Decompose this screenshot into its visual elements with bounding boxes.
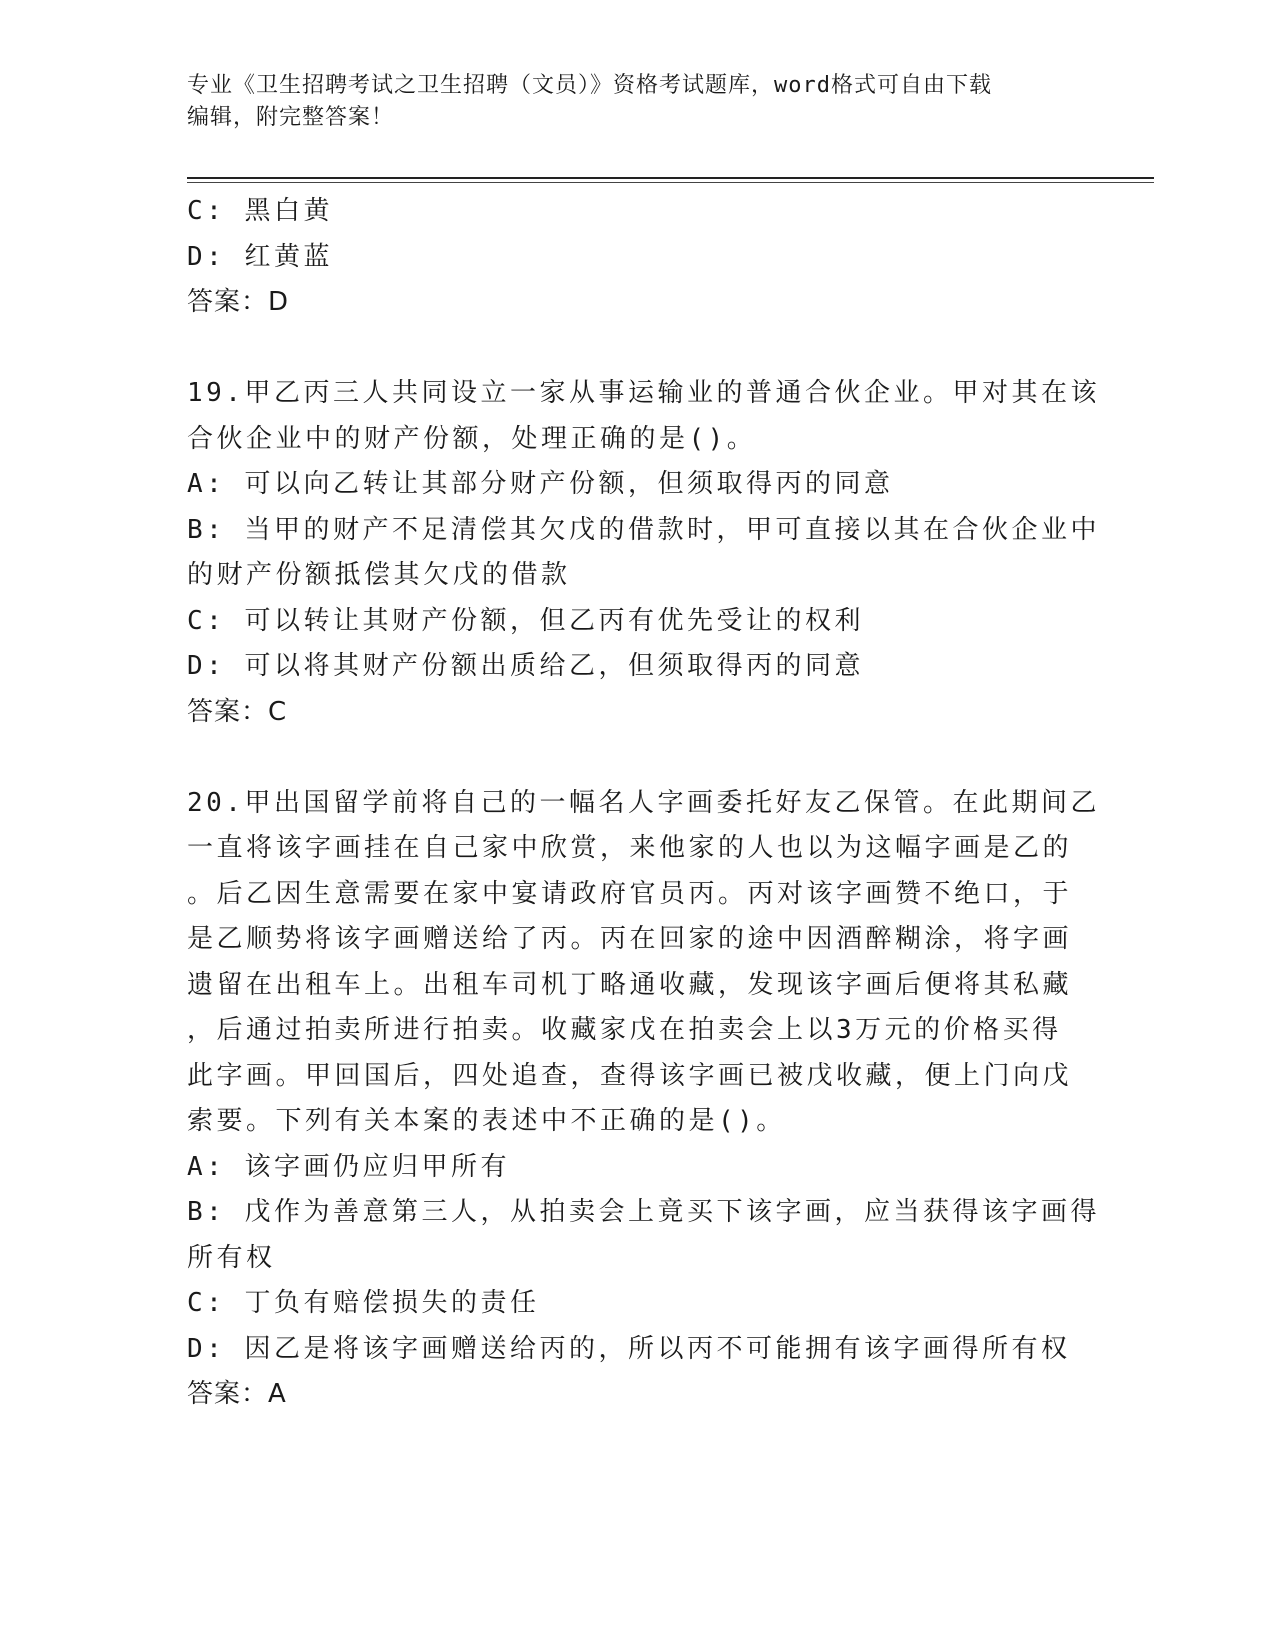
- document-body: [187, 189, 1100, 1418]
- answer-line: 答案：A: [187, 1379, 287, 1409]
- question-stem-line: ，后通过拍卖所进行拍卖。收藏家戊在拍卖会上以3万元的价格买得: [187, 1015, 1062, 1045]
- option-b-line: 所有权: [187, 1242, 276, 1273]
- spacer: [187, 326, 1087, 372]
- option-b-line: B: 戊作为善意第三人，从拍卖会上竟买下该字画，应当获得该字画得: [187, 1197, 1100, 1227]
- document-header: [187, 70, 1087, 134]
- question-20: [187, 781, 1100, 1418]
- question-stem-line: 索要。下列有关本案的表述中不正确的是()。: [187, 1106, 786, 1136]
- question-stem-line: 一直将该字画挂在自己家中欣赏，来他家的人也以为这幅字画是乙的: [187, 833, 1073, 863]
- option-b-line: 的财产份额抵偿其欠戊的借款: [187, 560, 571, 590]
- option-d: D: 可以将其财产份额出质给乙，但须取得丙的同意: [187, 651, 864, 681]
- header-divider-thick: [187, 177, 1154, 179]
- option-d: D: 红黄蓝: [187, 241, 333, 272]
- question-stem-line: 20.甲出国留学前将自己的一幅名人字画委托好友乙保管。在此期间乙: [187, 787, 1100, 818]
- answer-line: 答案：D: [187, 287, 290, 317]
- question-stem-line: 。后乙因生意需要在家中宴请政府官员丙。丙对该字画赞不绝口，于: [187, 878, 1073, 909]
- question-stem-line: 此字画。甲回国后，四处追查，查得该字画已被戊收藏，便上门向戊: [187, 1060, 1073, 1091]
- spacer: [187, 735, 1087, 781]
- option-c: C: 丁负有赔偿损失的责任: [187, 1288, 540, 1318]
- header-line-2: 编辑，附完整答案！: [187, 105, 395, 130]
- question-stem-line: 遗留在出租车上。出租车司机丁略通收藏，发现该字画后便将其私藏: [187, 969, 1073, 1000]
- header-divider-thin: [187, 182, 1154, 183]
- header-line-1: 专业《卫生招聘考试之卫生招聘（文员）》资格考试题库，word格式可自由下载: [187, 73, 992, 98]
- question-stem-line: 19.甲乙丙三人共同设立一家从事运输业的普通合伙企业。甲对其在该: [187, 378, 1100, 408]
- option-d: D: 因乙是将该字画赠送给丙的，所以丙不可能拥有该字画得所有权: [187, 1333, 1071, 1364]
- option-c: C: 可以转让其财产份额，但乙丙有优先受让的权利: [187, 605, 864, 636]
- question-stem-line: 合伙企业中的财产份额，处理正确的是()。: [187, 423, 757, 454]
- option-a: A: 该字画仍应归甲所有: [187, 1151, 510, 1182]
- option-c: C: 黑白黄: [187, 196, 333, 226]
- question-stem-line: 是乙顺势将该字画赠送给了丙。丙在回家的途中因酒醉糊涂，将字画: [187, 924, 1073, 954]
- question-19: [187, 371, 1100, 735]
- question-18-tail: [187, 189, 1087, 326]
- option-b-line: B: 当甲的财产不足清偿其欠戊的借款时，甲可直接以其在合伙企业中: [187, 514, 1100, 545]
- option-a: A: 可以向乙转让其部分财产份额，但须取得丙的同意: [187, 469, 894, 499]
- answer-line: 答案：C: [187, 696, 288, 727]
